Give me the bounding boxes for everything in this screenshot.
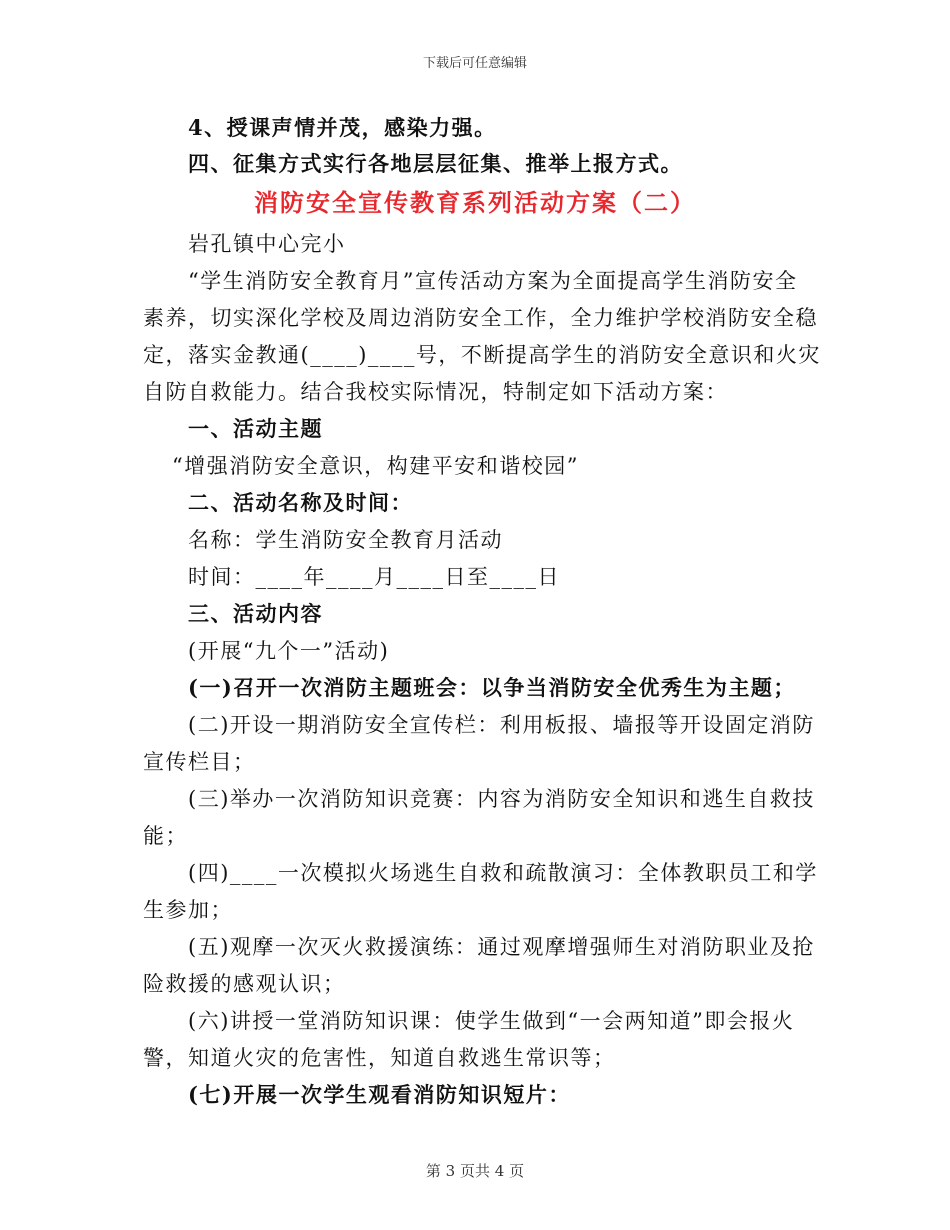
activity-item-5-line-1: (五)观摩一次灭火救援演练：通过观摩增强师生对消防职业及抢 xyxy=(188,935,815,959)
activity-item-3-line-2: 能； xyxy=(143,824,188,848)
section-1-heading: 一、活动主题 xyxy=(188,416,323,441)
activity-item-7: (七)开展一次学生观看消防知识短片： xyxy=(188,1082,571,1107)
activity-item-1: (一)召开一次消防主题班会：以争当消防安全优秀生为主题； xyxy=(188,675,796,700)
activity-item-3-line-1: (三)举办一次消防知识竞赛：内容为消防安全知识和逃生自救技 xyxy=(188,787,815,811)
page-footer: 第 3 页共 4 页 xyxy=(425,1162,525,1180)
intro-line-2: 素养，切实深化学校及周边消防安全工作，全力维护学校消防安全稳 xyxy=(143,306,818,330)
activity-item-6-line-1: (六)讲授一堂消防知识课：使学生做到“一会两知道”即会报火 xyxy=(188,1009,795,1033)
activity-item-4-line-1: (四)____一次模拟火场逃生自救和疏散演习：全体教职员工和学 xyxy=(188,861,818,885)
section-2-name: 名称：学生消防安全教育月活动 xyxy=(188,528,503,552)
activity-item-2-line-1: (二)开设一期消防安全宣传栏：利用板报、墙报等开设固定消防 xyxy=(188,713,815,737)
intro-line-3: 定，落实金教通(____)____号，不断提高学生的消防安全意识和火灾 xyxy=(143,343,821,367)
page-header-note: 下载后可任意编辑 xyxy=(422,56,527,71)
section-2-time: 时间：____年____月____日至____日 xyxy=(188,565,560,589)
activity-item-6-line-2: 警，知道火灾的危害性，知道自救逃生常识等； xyxy=(143,1046,616,1070)
organization-name: 岩孔镇中心完小 xyxy=(188,232,346,256)
section-3-heading: 三、活动内容 xyxy=(188,601,323,626)
intro-line-4: 自防自救能力。结合我校实际情况，特制定如下活动方案： xyxy=(143,380,728,404)
activity-item-4-line-2: 生参加； xyxy=(143,898,233,922)
activity-item-2-line-2: 宣传栏目； xyxy=(143,750,256,774)
intro-line-1: “学生消防安全教育月”宣传活动方案为全面提高学生消防安全 xyxy=(188,269,798,293)
section-1-theme: “增强消防安全意识，构建平安和谐校园” xyxy=(172,454,579,478)
activity-item-5-line-2: 险救援的感观认识； xyxy=(143,972,346,996)
document-title: 消防安全宣传教育系列活动方案（二） xyxy=(254,188,696,217)
section-3-subtitle: (开展“九个一”活动) xyxy=(188,639,390,663)
prev-item-4: 4、授课声情并茂，感染力强。 xyxy=(188,115,497,140)
prev-section-4: 四、征集方式实行各地层层征集、推举上报方式。 xyxy=(188,151,683,176)
section-2-heading: 二、活动名称及时间： xyxy=(188,490,413,515)
